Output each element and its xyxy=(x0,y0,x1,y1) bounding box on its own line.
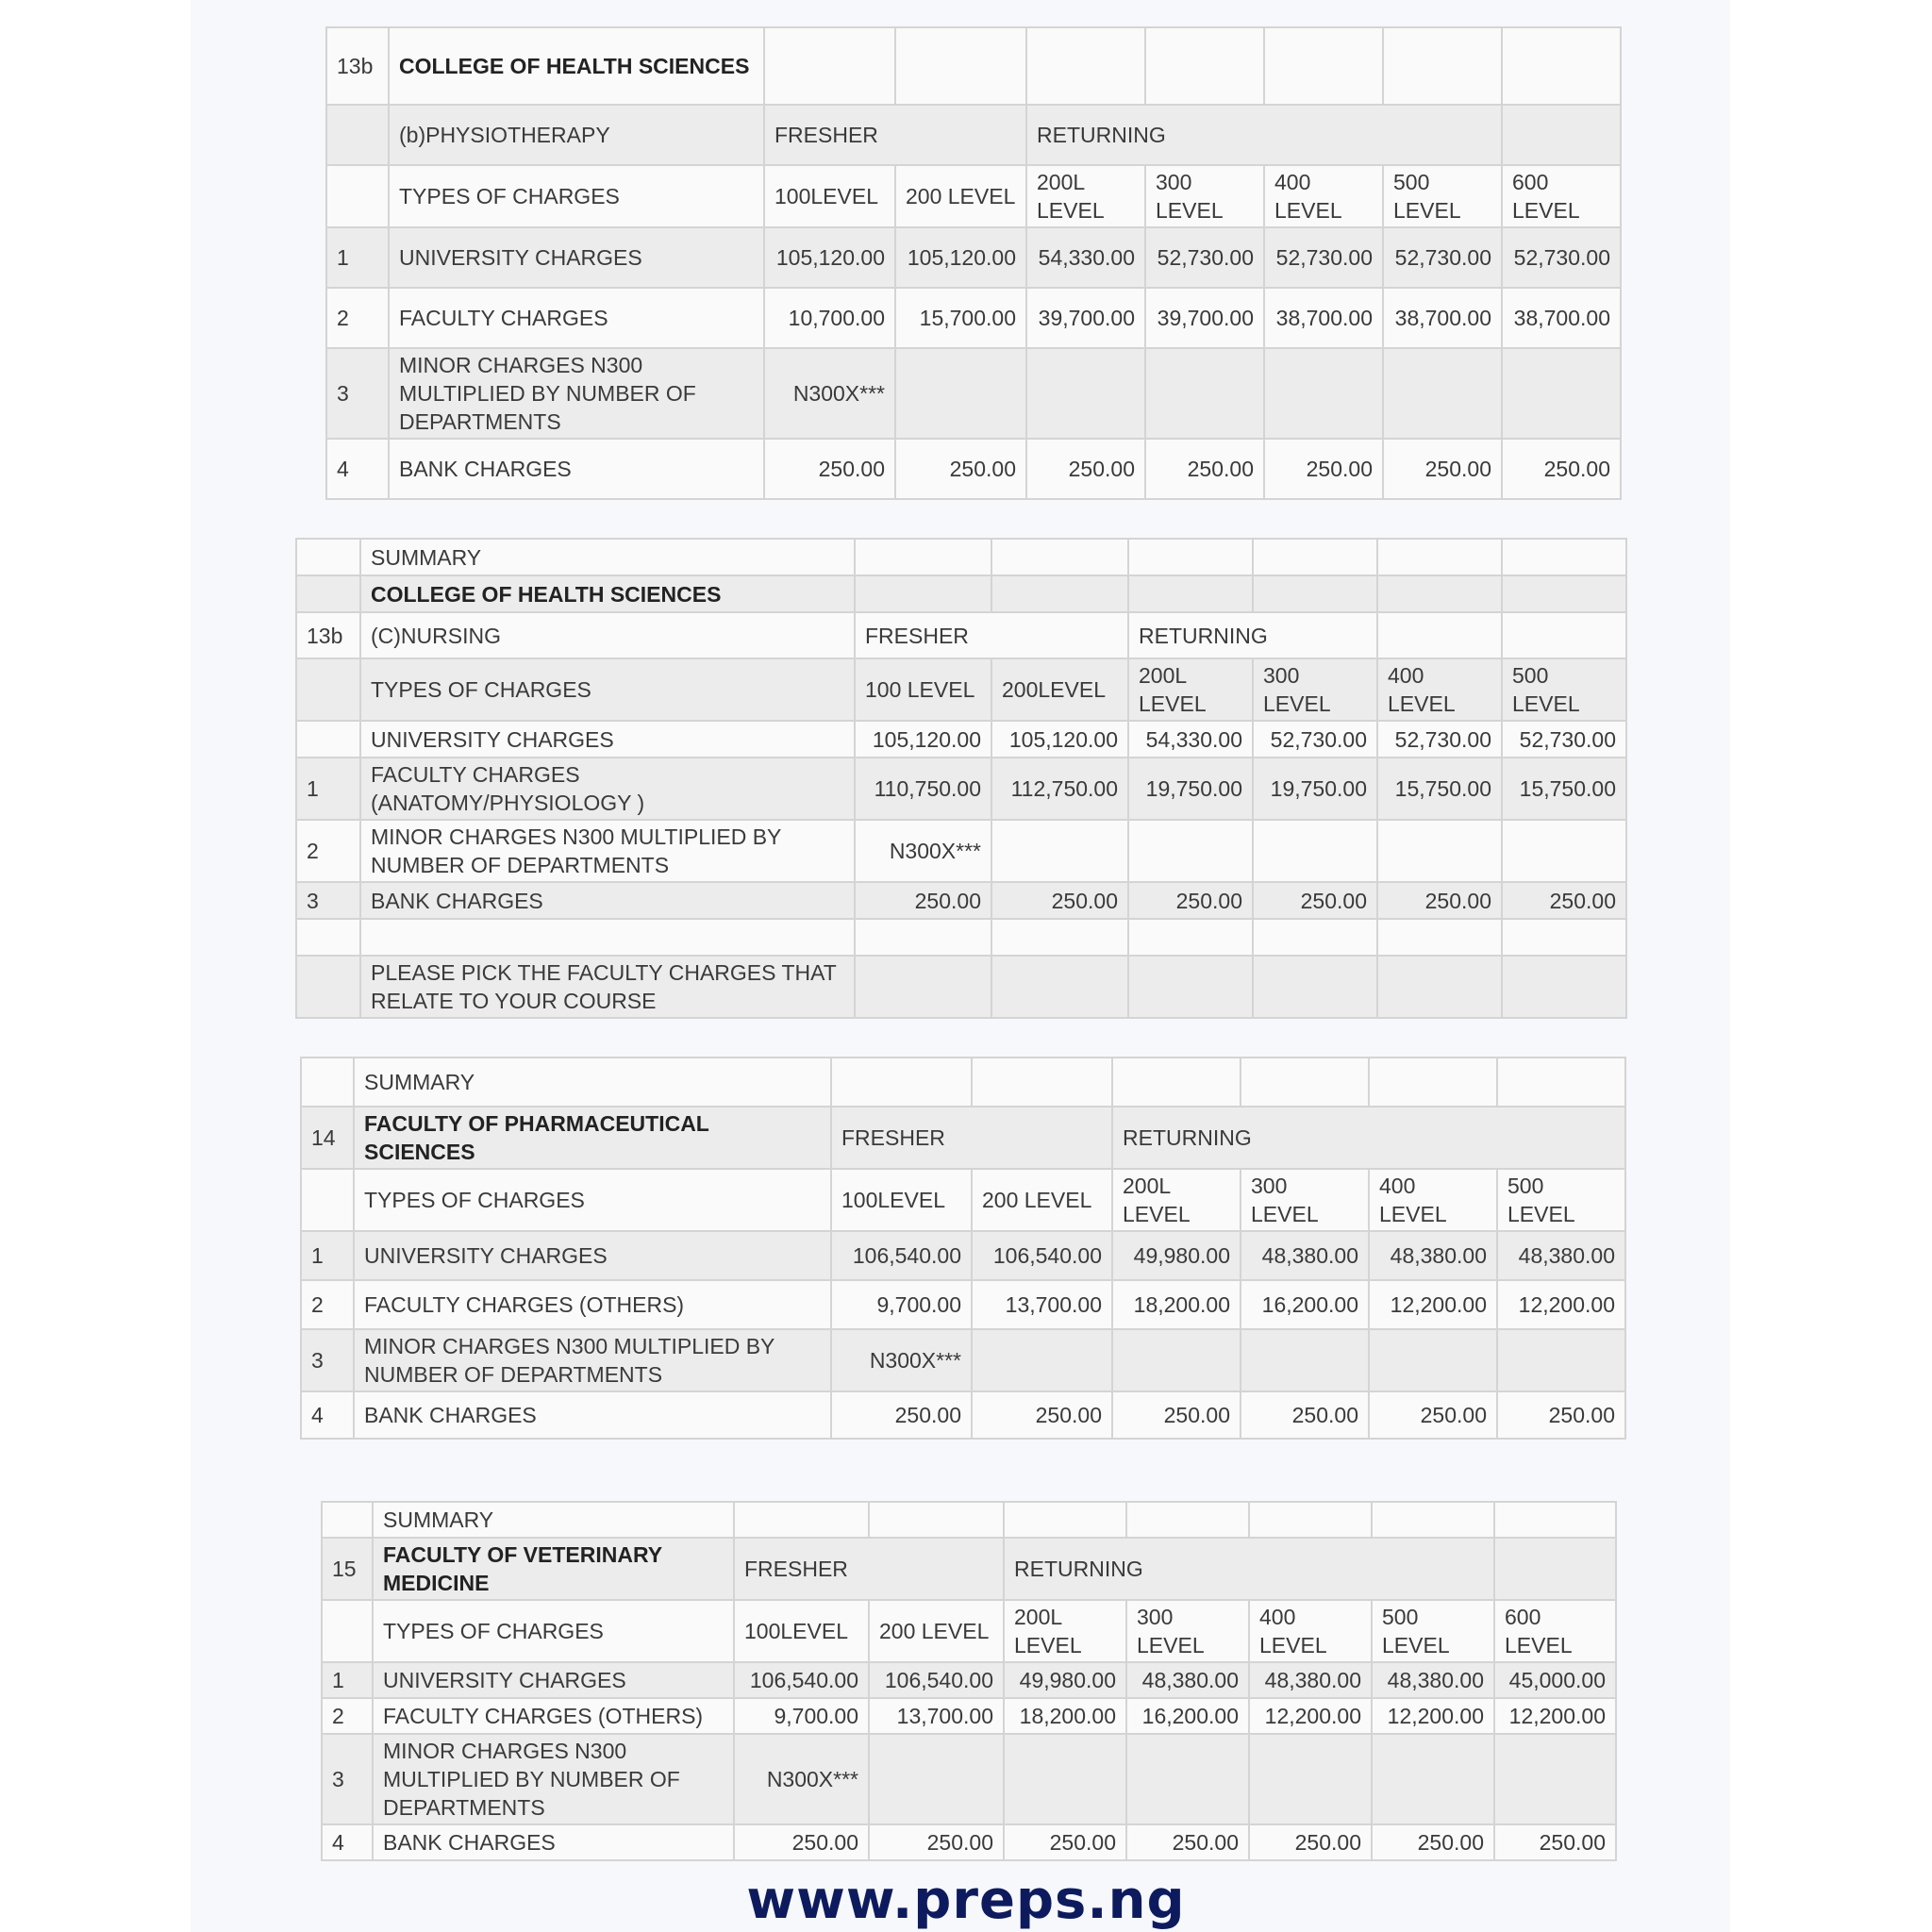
level-header: 500 LEVEL xyxy=(1372,1600,1494,1662)
charge-amount: N300X*** xyxy=(855,820,991,882)
table-row xyxy=(326,227,1621,288)
table-row xyxy=(322,1824,1616,1860)
charge-amount: 250.00 xyxy=(1494,1824,1616,1860)
charge-amount: 19,750.00 xyxy=(1253,758,1377,820)
section-number: 13b xyxy=(326,27,389,105)
charge-amount: 15,700.00 xyxy=(895,288,1026,348)
level-header: 400 LEVEL xyxy=(1377,658,1502,721)
level-header: 400 LEVEL xyxy=(1369,1169,1497,1231)
types-of-charges-label: TYPES OF CHARGES xyxy=(373,1600,734,1662)
charge-amount xyxy=(1241,1329,1369,1391)
types-of-charges-label: TYPES OF CHARGES xyxy=(389,165,764,227)
charge-amount xyxy=(972,1329,1112,1391)
table-row xyxy=(301,1231,1625,1280)
charge-amount: 12,200.00 xyxy=(1369,1280,1497,1329)
types-of-charges-label: TYPES OF CHARGES xyxy=(360,658,855,721)
charge-amount: 16,200.00 xyxy=(1241,1280,1369,1329)
fresher-header: FRESHER xyxy=(831,1107,1112,1169)
charge-type-label: UNIVERSITY CHARGES xyxy=(389,227,764,288)
charge-amount xyxy=(869,1734,1004,1824)
level-header: 300 LEVEL xyxy=(1241,1169,1369,1231)
fee-table-nursing xyxy=(295,538,1627,1019)
charge-amount: 250.00 xyxy=(1497,1391,1625,1439)
website-url: www.preps.ng xyxy=(746,1870,1186,1931)
charge-amount: 48,380.00 xyxy=(1249,1662,1372,1698)
charge-amount: 250.00 xyxy=(895,439,1026,499)
faculty-title: FACULTY OF VETERINARY MEDICINE xyxy=(373,1538,734,1600)
table-row xyxy=(326,348,1621,439)
summary-label: SUMMARY xyxy=(354,1058,831,1107)
charge-amount xyxy=(1377,820,1502,882)
level-header: 500 LEVEL xyxy=(1383,165,1502,227)
charge-amount: 106,540.00 xyxy=(831,1231,972,1280)
charge-amount: 49,980.00 xyxy=(1112,1231,1241,1280)
charge-amount xyxy=(1004,1734,1126,1824)
charge-amount: 250.00 xyxy=(1145,439,1264,499)
table-row xyxy=(326,288,1621,348)
charge-amount: 54,330.00 xyxy=(1128,721,1253,758)
level-header: 600 LEVEL xyxy=(1502,165,1621,227)
college-title: COLLEGE OF HEALTH SCIENCES xyxy=(389,27,764,105)
returning-header: RETURNING xyxy=(1112,1107,1625,1169)
charge-amount: 39,700.00 xyxy=(1026,288,1145,348)
charge-amount: 250.00 xyxy=(1249,1824,1372,1860)
charge-amount: 13,700.00 xyxy=(869,1698,1004,1734)
section-number: 15 xyxy=(322,1538,373,1600)
charge-amount: 12,200.00 xyxy=(1372,1698,1494,1734)
charge-amount: 48,380.00 xyxy=(1126,1662,1249,1698)
charge-amount: 52,730.00 xyxy=(1264,227,1383,288)
charge-amount: 15,750.00 xyxy=(1377,758,1502,820)
charge-amount: 38,700.00 xyxy=(1502,288,1621,348)
types-of-charges-label: TYPES OF CHARGES xyxy=(354,1169,831,1231)
level-header: 200 LEVEL xyxy=(972,1169,1112,1231)
charge-type-label: MINOR CHARGES N300 MULTIPLIED BY NUMBER OF DEPARTMENTS xyxy=(389,348,764,439)
charge-amount: 48,380.00 xyxy=(1241,1231,1369,1280)
charge-type-label: UNIVERSITY CHARGES xyxy=(360,721,855,758)
charge-amount: 250.00 xyxy=(991,882,1128,919)
charge-amount: 250.00 xyxy=(1253,882,1377,919)
charge-amount: 18,200.00 xyxy=(1004,1698,1126,1734)
charge-amount: 38,700.00 xyxy=(1383,288,1502,348)
charge-amount: 105,120.00 xyxy=(895,227,1026,288)
charge-amount xyxy=(1502,820,1626,882)
returning-header: RETURNING xyxy=(1128,612,1377,658)
charge-amount xyxy=(1502,348,1621,439)
charge-amount: 18,200.00 xyxy=(1112,1280,1241,1329)
charge-amount xyxy=(1372,1734,1494,1824)
row-number: 4 xyxy=(301,1391,354,1439)
level-header: 100LEVEL xyxy=(734,1600,869,1662)
fresher-header: FRESHER xyxy=(855,612,1128,658)
level-header: 400 LEVEL xyxy=(1249,1600,1372,1662)
charge-amount: 49,980.00 xyxy=(1004,1662,1126,1698)
fresher-header: FRESHER xyxy=(764,105,1026,165)
charge-type-label: BANK CHARGES xyxy=(373,1824,734,1860)
charge-amount: 9,700.00 xyxy=(734,1698,869,1734)
summary-label: SUMMARY xyxy=(360,539,855,575)
charge-amount xyxy=(1264,348,1383,439)
charge-amount xyxy=(1369,1329,1497,1391)
charge-amount: 15,750.00 xyxy=(1502,758,1626,820)
level-header: 600 LEVEL xyxy=(1494,1600,1616,1662)
charge-amount: 13,700.00 xyxy=(972,1280,1112,1329)
charge-amount: 12,200.00 xyxy=(1494,1698,1616,1734)
charge-amount: 12,200.00 xyxy=(1497,1280,1625,1329)
charge-amount: 250.00 xyxy=(1369,1391,1497,1439)
charge-amount: 250.00 xyxy=(869,1824,1004,1860)
charge-amount xyxy=(1383,348,1502,439)
charge-amount: 105,120.00 xyxy=(991,721,1128,758)
charge-amount: 250.00 xyxy=(1026,439,1145,499)
charge-amount: 105,120.00 xyxy=(855,721,991,758)
charge-amount: 52,730.00 xyxy=(1502,227,1621,288)
charge-amount xyxy=(1145,348,1264,439)
level-header: 100 LEVEL xyxy=(855,658,991,721)
charge-amount xyxy=(1253,820,1377,882)
charge-amount: N300X*** xyxy=(734,1734,869,1824)
program-name: (b)PHYSIOTHERAPY xyxy=(389,105,764,165)
charge-amount: N300X*** xyxy=(831,1329,972,1391)
level-header: 500 LEVEL xyxy=(1497,1169,1625,1231)
row-number: 1 xyxy=(296,758,360,820)
row-number: 4 xyxy=(322,1824,373,1860)
charge-amount: 54,330.00 xyxy=(1026,227,1145,288)
charge-amount: 106,540.00 xyxy=(869,1662,1004,1698)
charge-amount xyxy=(895,348,1026,439)
row-number: 1 xyxy=(301,1231,354,1280)
charge-type-label: FACULTY CHARGES (ANATOMY/PHYSIOLOGY ) xyxy=(360,758,855,820)
charge-amount: 250.00 xyxy=(764,439,895,499)
charge-type-label: FACULTY CHARGES (OTHERS) xyxy=(354,1280,831,1329)
charge-type-label: BANK CHARGES xyxy=(389,439,764,499)
charge-type-label: FACULTY CHARGES (OTHERS) xyxy=(373,1698,734,1734)
charge-amount: 250.00 xyxy=(1372,1824,1494,1860)
charge-amount: 45,000.00 xyxy=(1494,1662,1616,1698)
charge-amount xyxy=(1026,348,1145,439)
college-title: COLLEGE OF HEALTH SCIENCES xyxy=(360,575,855,612)
returning-header: RETURNING xyxy=(1026,105,1502,165)
level-header: 100LEVEL xyxy=(831,1169,972,1231)
row-number: 4 xyxy=(326,439,389,499)
level-header: 200L LEVEL xyxy=(1004,1600,1126,1662)
fee-table-pharmaceutical-sciences xyxy=(300,1057,1626,1440)
charge-amount: 106,540.00 xyxy=(972,1231,1112,1280)
table-row xyxy=(296,758,1626,820)
row-number: 2 xyxy=(296,820,360,882)
charge-amount: 48,380.00 xyxy=(1497,1231,1625,1280)
level-header: 200 LEVEL xyxy=(869,1600,1004,1662)
row-number: 2 xyxy=(322,1698,373,1734)
row-number: 1 xyxy=(326,227,389,288)
row-number: 2 xyxy=(301,1280,354,1329)
charge-type-label: UNIVERSITY CHARGES xyxy=(354,1231,831,1280)
fee-table-veterinary-medicine xyxy=(321,1501,1617,1861)
level-header: 200L LEVEL xyxy=(1128,658,1253,721)
charge-amount: 250.00 xyxy=(1383,439,1502,499)
charge-amount: 52,730.00 xyxy=(1383,227,1502,288)
charge-amount: 250.00 xyxy=(1502,882,1626,919)
charge-amount: 106,540.00 xyxy=(734,1662,869,1698)
table-row xyxy=(296,721,1626,758)
charge-amount: 48,380.00 xyxy=(1372,1662,1494,1698)
row-number: 3 xyxy=(301,1329,354,1391)
charge-amount: 39,700.00 xyxy=(1145,288,1264,348)
table-row xyxy=(296,882,1626,919)
charge-amount: 250.00 xyxy=(1377,882,1502,919)
row-number: 3 xyxy=(326,348,389,439)
table-row xyxy=(322,1734,1616,1824)
level-header: 500 LEVEL xyxy=(1502,658,1626,721)
table-row xyxy=(301,1329,1625,1391)
charge-amount xyxy=(1497,1329,1625,1391)
faculty-title: FACULTY OF PHARMACEUTICAL SCIENCES xyxy=(354,1107,831,1169)
fresher-header: FRESHER xyxy=(734,1538,1004,1600)
charge-amount: 250.00 xyxy=(1004,1824,1126,1860)
level-header: 200LEVEL xyxy=(991,658,1128,721)
table-row xyxy=(296,820,1626,882)
charge-amount: 250.00 xyxy=(1126,1824,1249,1860)
level-header: 300 LEVEL xyxy=(1126,1600,1249,1662)
table-row xyxy=(322,1698,1616,1734)
level-header: 300 LEVEL xyxy=(1145,165,1264,227)
charge-amount: 112,750.00 xyxy=(991,758,1128,820)
faculty-charges-note: PLEASE PICK THE FACULTY CHARGES THAT RELATE TO YOUR COURSE xyxy=(360,956,855,1018)
row-number: 3 xyxy=(296,882,360,919)
charge-type-label: MINOR CHARGES N300 MULTIPLIED BY NUMBER OF DEPARTMENTS xyxy=(354,1329,831,1391)
charge-amount: 250.00 xyxy=(734,1824,869,1860)
section-number: 14 xyxy=(301,1107,354,1169)
level-header: 200L LEVEL xyxy=(1026,165,1145,227)
charge-amount: 250.00 xyxy=(831,1391,972,1439)
returning-header: RETURNING xyxy=(1004,1538,1494,1600)
charge-amount: 250.00 xyxy=(1502,439,1621,499)
charge-amount: 52,730.00 xyxy=(1253,721,1377,758)
charge-amount: 52,730.00 xyxy=(1502,721,1626,758)
charge-amount: 250.00 xyxy=(1112,1391,1241,1439)
charge-type-label: MINOR CHARGES N300 MULTIPLIED BY NUMBER OF DEPARTMENTS xyxy=(360,820,855,882)
charge-amount: 38,700.00 xyxy=(1264,288,1383,348)
table-row xyxy=(301,1280,1625,1329)
charge-amount: 250.00 xyxy=(1128,882,1253,919)
charge-type-label: UNIVERSITY CHARGES xyxy=(373,1662,734,1698)
row-number: 3 xyxy=(322,1734,373,1824)
fee-table-physiotherapy xyxy=(325,26,1622,500)
program-name: (C)NURSING xyxy=(360,612,855,658)
charge-amount: 250.00 xyxy=(972,1391,1112,1439)
charge-amount: 250.00 xyxy=(1264,439,1383,499)
charge-amount: 52,730.00 xyxy=(1145,227,1264,288)
charge-amount: 19,750.00 xyxy=(1128,758,1253,820)
charge-amount: 10,700.00 xyxy=(764,288,895,348)
charge-amount xyxy=(991,820,1128,882)
row-number: 1 xyxy=(322,1662,373,1698)
level-header: 200L LEVEL xyxy=(1112,1169,1241,1231)
level-header: 200 LEVEL xyxy=(895,165,1026,227)
table-row xyxy=(326,439,1621,499)
section-number: 13b xyxy=(296,612,360,658)
row-number xyxy=(296,721,360,758)
charge-amount: 16,200.00 xyxy=(1126,1698,1249,1734)
level-header: 100LEVEL xyxy=(764,165,895,227)
charge-amount xyxy=(1128,820,1253,882)
charge-amount: 52,730.00 xyxy=(1377,721,1502,758)
table-row xyxy=(322,1662,1616,1698)
charge-amount: 110,750.00 xyxy=(855,758,991,820)
level-header: 400 LEVEL xyxy=(1264,165,1383,227)
summary-label: SUMMARY xyxy=(373,1502,734,1538)
charge-type-label: BANK CHARGES xyxy=(354,1391,831,1439)
charge-amount xyxy=(1494,1734,1616,1824)
charge-amount xyxy=(1112,1329,1241,1391)
charge-type-label: MINOR CHARGES N300 MULTIPLIED BY NUMBER OF DEPARTMENTS xyxy=(373,1734,734,1824)
table-row xyxy=(301,1391,1625,1439)
level-header: 300 LEVEL xyxy=(1253,658,1377,721)
charge-amount: 250.00 xyxy=(1241,1391,1369,1439)
row-number: 2 xyxy=(326,288,389,348)
charge-amount xyxy=(1249,1734,1372,1824)
charge-amount: 9,700.00 xyxy=(831,1280,972,1329)
charge-amount: N300X*** xyxy=(764,348,895,439)
charge-type-label: BANK CHARGES xyxy=(360,882,855,919)
charge-amount: 250.00 xyxy=(855,882,991,919)
charge-amount: 105,120.00 xyxy=(764,227,895,288)
charge-amount: 12,200.00 xyxy=(1249,1698,1372,1734)
charge-amount xyxy=(1126,1734,1249,1824)
charge-type-label: FACULTY CHARGES xyxy=(389,288,764,348)
charge-amount: 48,380.00 xyxy=(1369,1231,1497,1280)
